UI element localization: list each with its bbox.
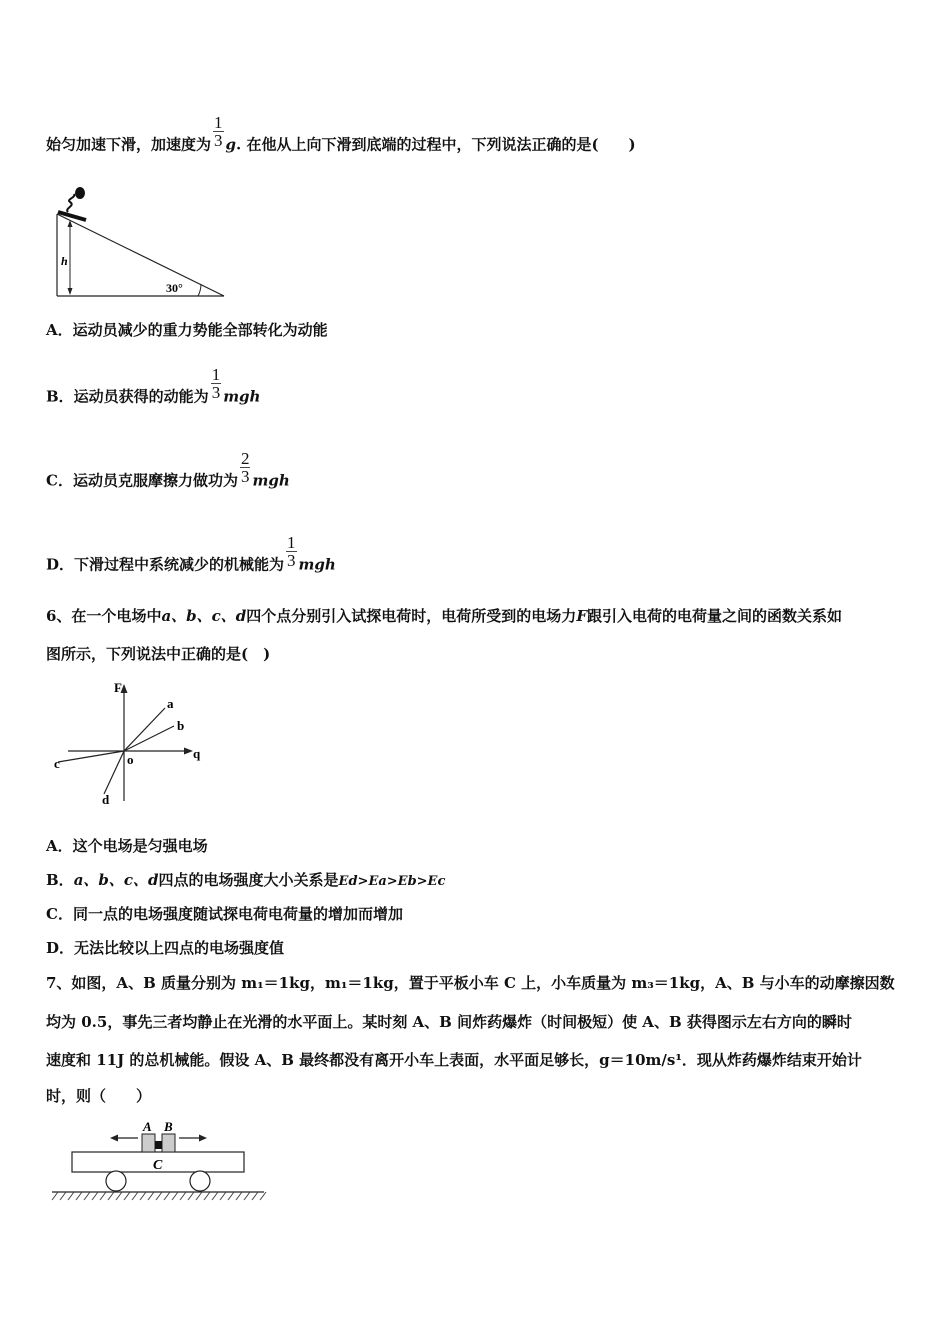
skier-icon xyxy=(58,187,86,220)
q6-fq-graph xyxy=(48,676,218,810)
q6-option-d[interactable]: D．无法比较以上四点的电场强度值 xyxy=(46,939,285,957)
explosive xyxy=(155,1141,162,1149)
q5-option-c-fraction xyxy=(240,450,251,485)
q5-option-b[interactable] xyxy=(46,365,261,415)
fraction-numerator: 1 xyxy=(211,365,221,384)
q7-stem-line2: 均为 0.5，事先三者均静止在光滑的水平面上。某时刻 A、B 间炸药爆炸（时间极短）使 A、B 获得图示左右方向的瞬时 xyxy=(46,1013,852,1031)
ground-hatching xyxy=(52,1192,266,1200)
line-c xyxy=(58,751,124,762)
q5-option-b-fraction xyxy=(211,366,222,401)
q7-cart-figure xyxy=(48,1114,272,1206)
q5-option-d[interactable] xyxy=(46,533,336,583)
skier-head xyxy=(75,187,85,199)
height-label: h xyxy=(61,254,68,268)
q5-option-c-text: C．运动员克服摩擦力做功为 xyxy=(46,471,238,490)
q7-stem-line1: 7、如图，A、B 质量分别为 m₁＝1kg，m₁＝1kg，置于平板小车 C 上，小车质量为 m₃＝1kg，A、B 与小车的动摩擦因数 xyxy=(46,974,895,992)
q6-option-b-text: 四点的电场强度大小关系是 xyxy=(158,871,339,889)
angle-arc xyxy=(198,284,201,296)
fraction-numerator: 1 xyxy=(214,113,223,132)
f-axis-label: F xyxy=(114,680,122,695)
q6-stem-force-var: F xyxy=(576,607,587,625)
line-c-label: c xyxy=(54,756,60,771)
angle-label: 30° xyxy=(166,281,183,295)
block-b xyxy=(162,1134,175,1152)
q6-option-b[interactable] xyxy=(46,870,445,892)
q5-stem xyxy=(46,113,636,163)
block-a-label: A xyxy=(143,1119,152,1134)
incline-slope xyxy=(57,214,224,296)
q7-stem-line4: 时，则（ ） xyxy=(46,1087,152,1105)
line-a xyxy=(124,708,165,751)
q6-stem-vars: a、b、c、d xyxy=(161,607,247,625)
line-d-label: d xyxy=(102,792,110,807)
q6-option-a[interactable]: A．这个电场是匀强电场 xyxy=(46,837,208,855)
q-axis-label: q xyxy=(193,746,201,761)
cart-label: C xyxy=(153,1158,163,1173)
q7-stem-line3: 速度和 11J 的总机械能。假设 A、B 最终都没有离开小车上表面，水平面足够长，g＝10m/s¹．现从炸药爆炸结束开始计 xyxy=(46,1051,862,1069)
q6-option-b-letter: B． xyxy=(46,871,74,889)
q6-stem-text: 6、在一个电场中 xyxy=(46,607,162,625)
height-arrow-head-down xyxy=(68,288,73,295)
skier-body xyxy=(67,194,74,212)
q6-stem-text: 四个点分别引入试探电荷时，电荷所受到的电场力 xyxy=(246,607,577,625)
q5-option-c-var: mgh xyxy=(252,471,290,490)
q5-stem-suffix: . 在他从上向下滑到底端的过程中，下列说法正确的是( ) xyxy=(236,135,636,154)
q6-option-c[interactable]: C．同一点的电场强度随试探电荷电荷量的增加而增加 xyxy=(46,905,403,923)
fraction-denominator: 3 xyxy=(211,383,221,402)
q5-accel-var: g xyxy=(225,135,237,154)
q5-incline-figure xyxy=(48,182,233,302)
velocity-arrow-right-head xyxy=(199,1135,207,1142)
q5-option-d-fraction xyxy=(286,534,297,569)
q5-accel-fraction xyxy=(213,114,224,149)
q5-stem-prefix: 始匀加速下滑，加速度为 xyxy=(46,135,212,154)
q6-stem-line2: 图所示，下列说法中正确的是( ) xyxy=(46,645,271,663)
q5-option-a[interactable]: A．运动员减少的重力势能全部转化为动能 xyxy=(46,321,328,339)
fraction-denominator: 3 xyxy=(240,467,250,486)
line-b-label: b xyxy=(177,718,185,733)
velocity-arrow-left-head xyxy=(110,1135,118,1142)
line-d xyxy=(104,751,124,794)
origin-label: o xyxy=(127,752,134,767)
fraction-denominator: 3 xyxy=(287,551,296,570)
q6-option-b-relation: Ed>Ea>Eb>Ec xyxy=(338,874,446,889)
fraction-numerator: 2 xyxy=(240,449,250,468)
line-a-label: a xyxy=(167,696,174,711)
fraction-denominator: 3 xyxy=(214,131,223,150)
q5-option-d-var: mgh xyxy=(298,555,336,574)
cart-wheel-left xyxy=(106,1171,126,1191)
block-b-label: B xyxy=(164,1119,173,1134)
q5-option-b-var: mgh xyxy=(223,387,261,406)
q5-option-d-text: D．下滑过程中系统减少的机械能为 xyxy=(46,555,285,574)
q6-stem-line1 xyxy=(46,606,842,626)
q-axis-arrow xyxy=(184,748,193,755)
block-a xyxy=(142,1134,155,1152)
q5-option-c[interactable] xyxy=(46,449,290,499)
q5-option-b-text: B．运动员获得的动能为 xyxy=(46,387,209,406)
cart-wheel-right xyxy=(190,1171,210,1191)
q6-option-b-vars: a、b、c、d xyxy=(73,871,159,889)
line-b xyxy=(124,726,174,751)
q6-stem-text: 跟引入电荷的电荷量之间的函数关系如 xyxy=(586,607,842,625)
fraction-numerator: 1 xyxy=(287,533,296,552)
